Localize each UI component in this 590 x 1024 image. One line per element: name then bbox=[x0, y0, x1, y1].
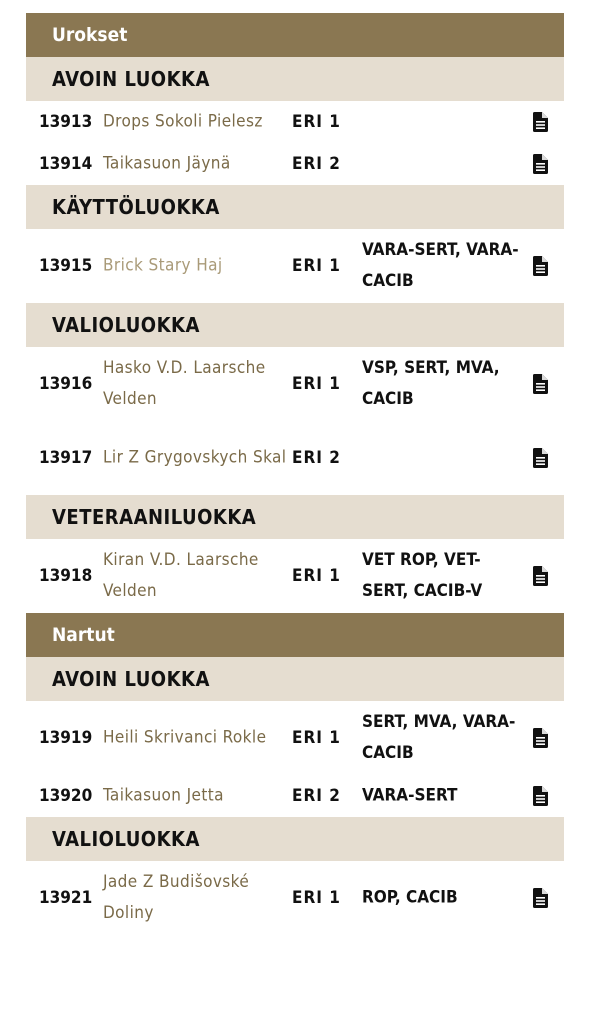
document-icon[interactable] bbox=[533, 154, 548, 174]
gender-header: Nartut bbox=[26, 613, 564, 657]
entry-row bbox=[26, 229, 564, 303]
dog-name-link[interactable]: Heili Skrivanci Rokle bbox=[103, 727, 267, 748]
entry-grade: ERI 2 bbox=[292, 786, 341, 806]
entry-grade: ERI 1 bbox=[292, 566, 341, 586]
dog-name-link[interactable]: Jade Z Budišovské Doliny bbox=[103, 872, 250, 923]
entry-row bbox=[26, 101, 564, 143]
entry-number: 13913 bbox=[39, 112, 93, 132]
entry-awards: VET ROP, VET-SERT, CACIB-V bbox=[362, 550, 483, 601]
entry-number: 13917 bbox=[39, 448, 93, 468]
entry-row bbox=[26, 421, 564, 495]
entry-awards: VSP, SERT, MVA, CACIB bbox=[362, 358, 500, 409]
document-icon[interactable] bbox=[533, 112, 548, 132]
entry-grade: ERI 2 bbox=[292, 448, 341, 468]
document-icon[interactable] bbox=[533, 566, 548, 586]
entry-number: 13919 bbox=[39, 728, 93, 748]
class-header: AVOIN LUOKKA bbox=[26, 57, 564, 101]
entry-row bbox=[26, 701, 564, 775]
document-icon[interactable] bbox=[533, 448, 548, 468]
document-icon[interactable] bbox=[533, 256, 548, 276]
entry-grade: ERI 1 bbox=[292, 888, 341, 908]
gender-header: Urokset bbox=[26, 13, 564, 57]
entry-row bbox=[26, 143, 564, 185]
entry-number: 13916 bbox=[39, 374, 93, 394]
entry-grade: ERI 1 bbox=[292, 728, 341, 748]
entry-row bbox=[26, 861, 564, 935]
class-header: KÄYTTÖLUOKKA bbox=[26, 185, 564, 229]
dog-name-link[interactable]: Drops Sokoli Pielesz bbox=[103, 111, 263, 132]
entry-number: 13920 bbox=[39, 786, 93, 806]
document-icon[interactable] bbox=[533, 888, 548, 908]
dog-name-link[interactable]: Taikasuon Jäynä bbox=[103, 153, 231, 174]
entry-grade: ERI 1 bbox=[292, 256, 341, 276]
entry-row bbox=[26, 539, 564, 613]
entry-row bbox=[26, 347, 564, 421]
entry-grade: ERI 1 bbox=[292, 112, 341, 132]
class-header: AVOIN LUOKKA bbox=[26, 657, 564, 701]
dog-name-link[interactable]: Hasko V.D. Laarsche Velden bbox=[103, 358, 266, 409]
entry-awards: SERT, MVA, VARA-CACIB bbox=[362, 712, 516, 763]
entry-number: 13918 bbox=[39, 566, 93, 586]
entry-number: 13921 bbox=[39, 888, 93, 908]
class-header: VALIOLUOKKA bbox=[26, 817, 564, 861]
class-header: VALIOLUOKKA bbox=[26, 303, 564, 347]
entry-grade: ERI 1 bbox=[292, 374, 341, 394]
dog-name-link[interactable]: Taikasuon Jetta bbox=[103, 785, 224, 806]
entry-number: 13914 bbox=[39, 154, 93, 174]
entry-awards: ROP, CACIB bbox=[362, 887, 458, 908]
document-icon[interactable] bbox=[533, 374, 548, 394]
dog-name-link[interactable]: Kiran V.D. Laarsche Velden bbox=[103, 550, 259, 601]
entry-awards: VARA-SERT bbox=[362, 785, 458, 806]
dog-name-link[interactable]: Brick Stary Haj bbox=[103, 255, 223, 276]
document-icon[interactable] bbox=[533, 728, 548, 748]
results-list bbox=[26, 13, 564, 935]
document-icon[interactable] bbox=[533, 786, 548, 806]
dog-name-link[interactable]: Lir Z Grygovskych Skal bbox=[103, 447, 287, 468]
class-header: VETERAANILUOKKA bbox=[26, 495, 564, 539]
entry-row bbox=[26, 775, 564, 817]
entry-number: 13915 bbox=[39, 256, 93, 276]
entry-grade: ERI 2 bbox=[292, 154, 341, 174]
entry-awards: VARA-SERT, VARA-CACIB bbox=[362, 240, 519, 291]
